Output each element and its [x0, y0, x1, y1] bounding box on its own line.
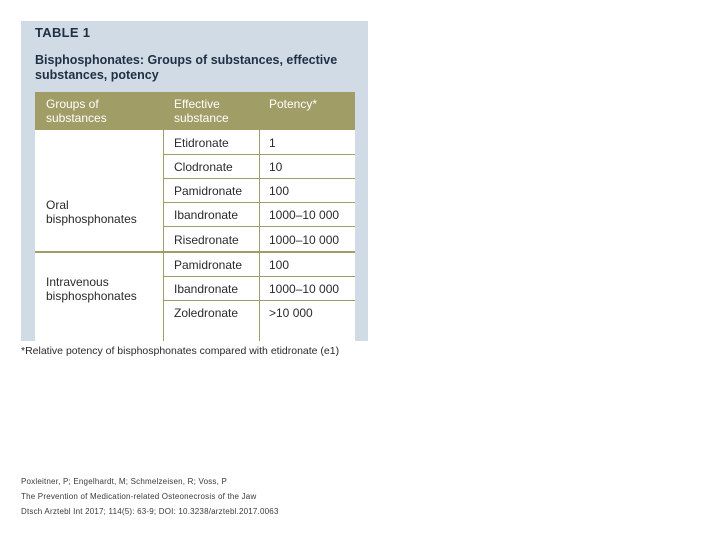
table-cell-potency: 1000–10 000 — [269, 282, 340, 296]
table-figure — [21, 21, 368, 341]
header-substance-line2: substance — [174, 111, 229, 125]
group-label-line2: bisphosphonates — [46, 212, 137, 226]
table-cell-potency: 1000–10 000 — [269, 208, 340, 222]
row-divider — [163, 178, 355, 179]
group-label-intravenous — [46, 275, 137, 303]
row-divider — [163, 226, 355, 227]
header-groups-line2: substances — [46, 111, 107, 125]
table-cell-substance: Clodronate — [174, 160, 233, 174]
table-cell-potency: >10 000 — [269, 306, 313, 320]
column-divider — [163, 130, 164, 341]
table-cell-substance: Ibandronate — [174, 282, 239, 296]
row-divider — [163, 154, 355, 155]
group-separator — [35, 251, 355, 253]
table-cell-substance: Risedronate — [174, 233, 239, 247]
table-cell-substance: Zoledronate — [174, 306, 239, 320]
table-cell-potency: 100 — [269, 184, 290, 198]
table-label: TABLE 1 — [35, 25, 91, 40]
header-potency: Potency* — [269, 97, 318, 111]
citation-title: The Prevention of Medication-related Osteonecrosis of the Jaw — [21, 492, 257, 501]
column-divider — [259, 130, 260, 341]
table-cell-potency: 100 — [269, 258, 290, 272]
table-cell-potency: 10 — [269, 160, 283, 174]
table-cell-substance: Pamidronate — [174, 184, 243, 198]
table-cell-potency: 1 — [269, 136, 276, 150]
table-cell-substance: Ibandronate — [174, 208, 239, 222]
data-table — [35, 92, 355, 341]
group-label-line1: Oral — [46, 198, 69, 212]
group-label-line1: Intravenous — [46, 275, 109, 289]
table-cell-potency: 1000–10 000 — [269, 233, 340, 247]
table-cell-substance: Pamidronate — [174, 258, 243, 272]
citation-authors: Poxleitner, P; Engelhardt, M; Schmelzeisen, R; Voss, P — [21, 477, 228, 486]
header-groups-line1: Groups of — [46, 97, 99, 111]
table-label-bar — [21, 21, 368, 43]
group-label-line2: bisphosphonates — [46, 289, 137, 303]
table-header-row — [35, 92, 355, 130]
row-divider — [163, 276, 355, 277]
table-footnote: *Relative potency of bisphosphonates compared with etidronate (e1) — [21, 345, 340, 357]
table-cell-substance: Etidronate — [174, 136, 229, 150]
group-label-oral — [46, 198, 137, 226]
table-title: Bisphosphonates: Groups of substances, effective substances, potency — [35, 53, 338, 82]
header-groups — [46, 97, 156, 125]
header-substance-line1: Effective — [174, 97, 220, 111]
header-substance — [174, 97, 264, 125]
row-divider — [163, 300, 355, 301]
row-divider — [163, 202, 355, 203]
citation-source: Dtsch Arztebl Int 2017; 114(5): 63-9; DOI: 10.3238/arztebl.2017.0063 — [21, 507, 279, 516]
table-panel — [21, 43, 368, 341]
